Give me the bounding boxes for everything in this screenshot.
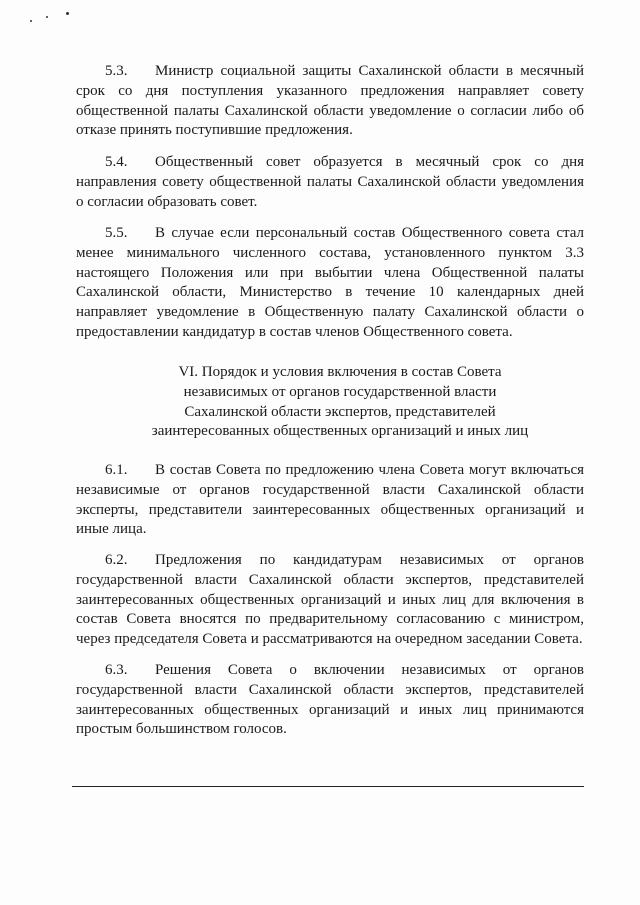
- paragraph-6-1: [76, 461, 584, 540]
- paragraph-5-3: [76, 62, 584, 141]
- paragraph-5-5: [76, 224, 584, 343]
- section-heading: [130, 363, 550, 442]
- paragraph-number: 5.5.: [105, 225, 128, 241]
- bottom-rule: [72, 786, 584, 787]
- paragraph-number: 6.2.: [105, 552, 128, 568]
- paragraph-number: 6.1.: [105, 462, 128, 478]
- section-heading-line: заинтересованных общественных организаций и иных лиц: [151, 423, 529, 440]
- paragraph-number: 5.4.: [105, 154, 128, 170]
- paragraph-text: В состав Совета по предложению члена Совета могут включаться независимые от органов государственной власти Сахалинской области эксперты, представители заинтересованных общественных организаций и иные лица.: [76, 462, 584, 538]
- paragraph-6-3: [76, 661, 584, 740]
- paragraph-5-4: [76, 153, 584, 212]
- section-heading-line: независимых от органов государственной власти: [183, 383, 497, 400]
- paragraph-text: Предложения по кандидатурам независимых от органов государственной власти Сахалинской области экспертов, представителей заинтересованных общественных организаций и иных лиц для включения в состав Совета вносятся по предварительному согласованию с министром, через председателя Совета и рассматриваются на очередном заседании Совета.: [76, 552, 584, 648]
- paragraph-text: Министр социальной защиты Сахалинской области в месячный срок со дня поступления указанного предложения направляет совету общественной палаты Сахалинской области уведомление о согласии либо об отказе принять поступившие предложения.: [76, 63, 584, 139]
- paragraph-text: В случае если персональный состав Общественного совета стал менее минимального численного состава, установленного пунктом 3.3 настоящего Положения или при выбытии члена Общественной палаты Сахалинской области, Министерство в течение 10 календарных дней направляет уведомление в Общественную палату Сахалинской области о предоставлении кандидатур в состав членов Общественного совета.: [76, 225, 584, 340]
- scan-specks: [30, 10, 90, 30]
- paragraph-text: Решения Совета о включении независимых от органов государственной власти Сахалинской области экспертов, представителей заинтересованных общественных организаций и иных лиц принимаются простым большинством голосов.: [76, 662, 584, 738]
- section-heading-line: Сахалинской области экспертов, представителей: [184, 403, 496, 420]
- paragraph-number: 5.3.: [105, 63, 128, 79]
- paragraph-number: 6.3.: [105, 662, 128, 678]
- section-heading-line: VI. Порядок и условия включения в состав Совета: [178, 364, 502, 380]
- paragraph-text: Общественный совет образуется в месячный срок со дня направления совету общественной палаты Сахалинской области уведомления о согласии образовать совет.: [76, 154, 584, 210]
- paragraph-6-2: [76, 551, 584, 650]
